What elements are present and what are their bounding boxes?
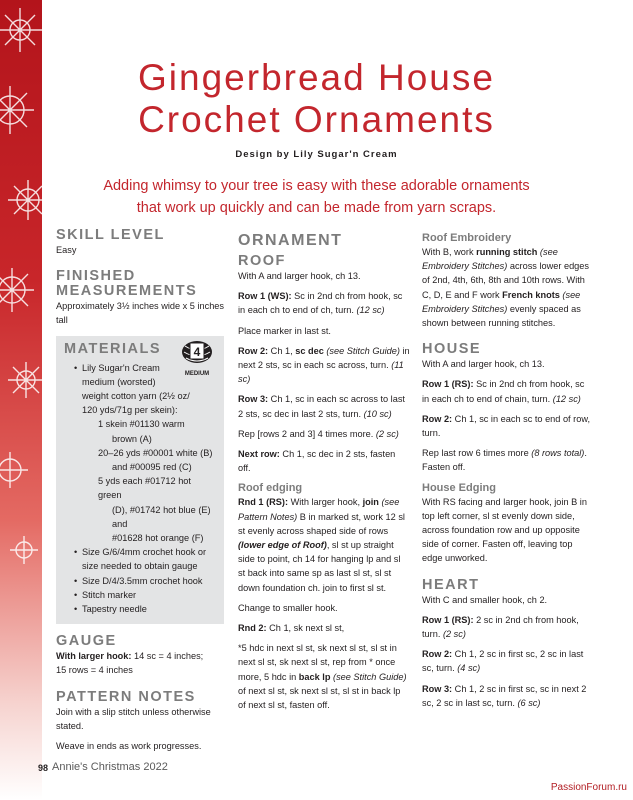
ornament-heading: ORNAMENT	[238, 232, 343, 249]
list-item: (D), #01742 hot blue (E) and	[112, 504, 211, 529]
embroidery-instruction	[422, 245, 594, 330]
row-label: Rnd 2:	[238, 623, 267, 634]
roof-intro: With A and larger hook, ch 13.	[238, 271, 361, 281]
cross-reference: (see Embroidery Stitches)	[422, 289, 581, 314]
row-text: Ch 1, sc in each sc to end of row, turn.	[422, 413, 591, 439]
repeat-instruction	[238, 427, 410, 441]
stitch-term: back lp	[298, 671, 331, 682]
row-text: , sl st up straight side to point, ch 14 for hanging lp and sl st back into same sp as last sl st, sl st down foundation ch. join to first sl st.	[238, 540, 401, 593]
row-text: of next sl st, sk next sl st, sl st in back lp of next sl st, fasten off.	[238, 685, 401, 711]
list-item: 120 yds/71g per skein):	[82, 405, 178, 416]
list-item: brown (A)	[112, 433, 152, 444]
row-text: in next 2 sts, sc in each sc across, turn.	[238, 345, 410, 371]
row-label: Row 1 (RS):	[422, 614, 474, 625]
cross-reference: (see Embroidery Stitches)	[422, 247, 558, 272]
yarn-weight-label: MEDIUM	[184, 370, 210, 377]
row-text: Rep last row 6 times more	[422, 448, 532, 459]
finished-measurements-value: Approximately 3½ inches wide x 5 inches tall	[56, 301, 225, 326]
roof-next-row	[238, 447, 410, 475]
gauge-bold: With larger hook:	[56, 651, 132, 662]
roof-row2	[238, 344, 410, 387]
row-text: With B, work	[422, 247, 477, 257]
heart-row2	[422, 647, 594, 675]
list-item: • Size D/4/3.5mm crochet hook	[74, 574, 216, 588]
row-label: Row 3:	[422, 683, 453, 694]
list-item: 20–26 yds #00001 white (B)	[98, 447, 213, 458]
roof-row1	[238, 289, 410, 317]
stitch-count: (4 sc)	[457, 663, 481, 674]
list-item: • Size G/6/4mm crochet hook or	[74, 545, 216, 559]
list-item: 1 skein #01130 warm	[98, 419, 185, 430]
heart-row3	[422, 682, 594, 710]
edging-rnd2	[238, 621, 410, 635]
row-label: Row 1 (RS):	[422, 379, 474, 390]
skill-level-value: Easy	[56, 245, 77, 255]
gauge-rest: 14 sc = 4 inches;	[131, 651, 204, 662]
cross-reference: (see Stitch Guide)	[323, 345, 400, 356]
row-label: Rnd 1 (RS):	[238, 497, 289, 508]
house-edging-text: With RS facing and larger hook, join B in top left corner, sl st evenly down side, across foundation row and up opposite side of corner. Fasten off, leaving top edge unworked.	[422, 496, 587, 564]
cross-reference: (see Stitch Guide)	[330, 671, 407, 682]
row-text: Ch 1, sk next sl st,	[266, 623, 345, 634]
cross-reference: (lower edge of Roof)	[238, 540, 327, 551]
row-text: B in marked st, work 12 sl st evenly across shaped side of rows	[238, 511, 405, 536]
left-column	[56, 228, 224, 753]
row-text: evenly spaced as shown between running stitches.	[422, 303, 581, 329]
stitch-count: (11 sc)	[238, 360, 404, 385]
row-label: Row 2:	[238, 345, 269, 356]
house-row2	[422, 412, 594, 440]
house-heading: HOUSE	[422, 341, 482, 358]
hook-change-instruction: Change to smaller hook.	[238, 602, 338, 613]
row-label: Next row:	[238, 449, 280, 460]
finished-heading-line2: MEASUREMENTS	[56, 283, 198, 300]
roof-edging-heading: Roof edging	[238, 482, 303, 495]
gauge-value	[56, 649, 224, 663]
house-row1	[422, 377, 594, 405]
edging-rnd1	[238, 495, 410, 594]
list-item: • Tapestry needle	[74, 602, 216, 616]
row-text: Ch 1, 2 sc in first sc, sc in next 2 sc, 2 sc in last sc, turn.	[422, 683, 587, 708]
marker-instruction: Place marker in last st.	[238, 325, 331, 336]
house-edging-heading: House Edging	[422, 481, 496, 494]
row-text: Sc in 2nd ch from hook, sc in each ch to end of ch, turn.	[238, 291, 403, 316]
row-text: With larger hook,	[288, 497, 363, 508]
cross-reference: (see Pattern Notes)	[238, 497, 400, 522]
row-label: Row 2:	[422, 649, 453, 660]
stitch-term: running stitch	[476, 247, 538, 257]
publication-title: Annie's Christmas 2022	[52, 761, 168, 773]
stitch-count: (12 sc)	[356, 305, 385, 316]
row-label: Row 1 (WS):	[238, 291, 292, 302]
edging-repeat	[238, 641, 410, 712]
stitch-count: (2 sc)	[375, 428, 399, 439]
row-text: Sc in 2nd ch from hook, sc in each ch to end of chain, turn.	[422, 379, 585, 404]
row-text: across lower edges of 2nd, 4th, 6th, 8th and 10th rows. With C, D, E and F work	[422, 261, 589, 300]
list-item: • Lily Sugar'n Cream	[74, 361, 216, 375]
list-item: and #00095 red (C)	[112, 462, 192, 473]
row-label: Row 2:	[422, 413, 453, 424]
intro-line1: Adding whimsy to your tree is easy with these adorable ornaments	[103, 178, 530, 194]
stitch-term: sc dec	[295, 345, 324, 356]
designer-credit: Design by Lily Sugar'n Cream	[235, 149, 398, 160]
list-item: 5 yds each #01712 hot green	[98, 476, 191, 501]
gauge-heading: GAUGE	[56, 633, 117, 650]
row-text: Ch 1,	[268, 345, 296, 356]
row-label: Row 3:	[238, 394, 269, 405]
roof-heading: ROOF	[238, 253, 286, 269]
materials-heading: MATERIALS	[64, 340, 162, 357]
stitch-term: French knots	[502, 289, 560, 300]
stitch-count: (10 sc)	[363, 408, 392, 419]
gauge-line2: 15 rows = 4 inches	[56, 665, 133, 676]
intro-line2: that work up quickly and can be made from yarn scraps.	[136, 200, 497, 216]
row-text: *5 hdc in next sl st, sk next sl st, sl st in next sl st, sk next sl st, rep from * once more, 5 hdc in	[238, 643, 397, 682]
stitch-term: join	[362, 497, 379, 508]
watermark: PassionForum.ru	[550, 782, 627, 793]
stitch-count: (8 rows total)	[531, 448, 585, 459]
roof-row3	[238, 392, 410, 420]
list-item: • Stitch marker	[74, 588, 216, 602]
roof-embroidery-heading: Roof Embroidery	[422, 232, 512, 244]
stitch-count: (6 sc)	[517, 697, 541, 708]
row-text: Ch 1, sc dec in 2 sts, fasten off.	[238, 449, 396, 474]
heart-intro: With C and smaller hook, ch 2.	[422, 594, 548, 605]
pattern-notes-heading: PATTERN NOTES	[56, 688, 196, 705]
list-item: medium (worsted)	[82, 376, 156, 387]
skill-level-heading: SKILL LEVEL	[56, 227, 165, 243]
finished-heading-line1: FINISHED	[56, 268, 136, 285]
row-text: . Fasten off.	[422, 448, 587, 473]
stitch-count: (12 sc)	[552, 393, 581, 404]
list-item: #01628 hot orange (F)	[112, 533, 204, 544]
row-text: Ch 1, sc in each sc across to last 2 sts, sc dec in last 2 sts, turn.	[238, 394, 405, 419]
page-title-line2: Crochet Ornaments	[138, 99, 495, 140]
heart-row1	[422, 613, 594, 641]
list-item: size needed to obtain gauge	[82, 561, 198, 572]
page-title-line1: Gingerbread House	[138, 57, 495, 98]
materials-box	[56, 336, 224, 625]
page-number: 98	[38, 763, 49, 773]
pattern-note: Weave in ends as work progresses.	[56, 741, 202, 752]
stitch-count: (2 sc)	[442, 629, 466, 640]
house-repeat	[422, 446, 594, 474]
row-text: Ch 1, 2 sc in first sc, 2 sc in last sc, turn.	[422, 649, 584, 674]
row-text: 2 sc in 2nd ch from hook, turn.	[422, 614, 579, 640]
materials-list	[64, 361, 216, 617]
pattern-note: Join with a slip stitch unless otherwise stated.	[56, 706, 211, 731]
right-column	[422, 231, 594, 710]
row-text: Rep [rows 2 and 3] 4 times more.	[238, 428, 376, 439]
heart-heading: HEART	[422, 576, 480, 593]
house-intro: With A and larger hook, ch 13.	[422, 359, 545, 370]
middle-column	[238, 232, 410, 712]
list-item: weight cotton yarn (2½ oz/	[82, 391, 190, 402]
yarn-weight-number: 4	[193, 344, 201, 359]
